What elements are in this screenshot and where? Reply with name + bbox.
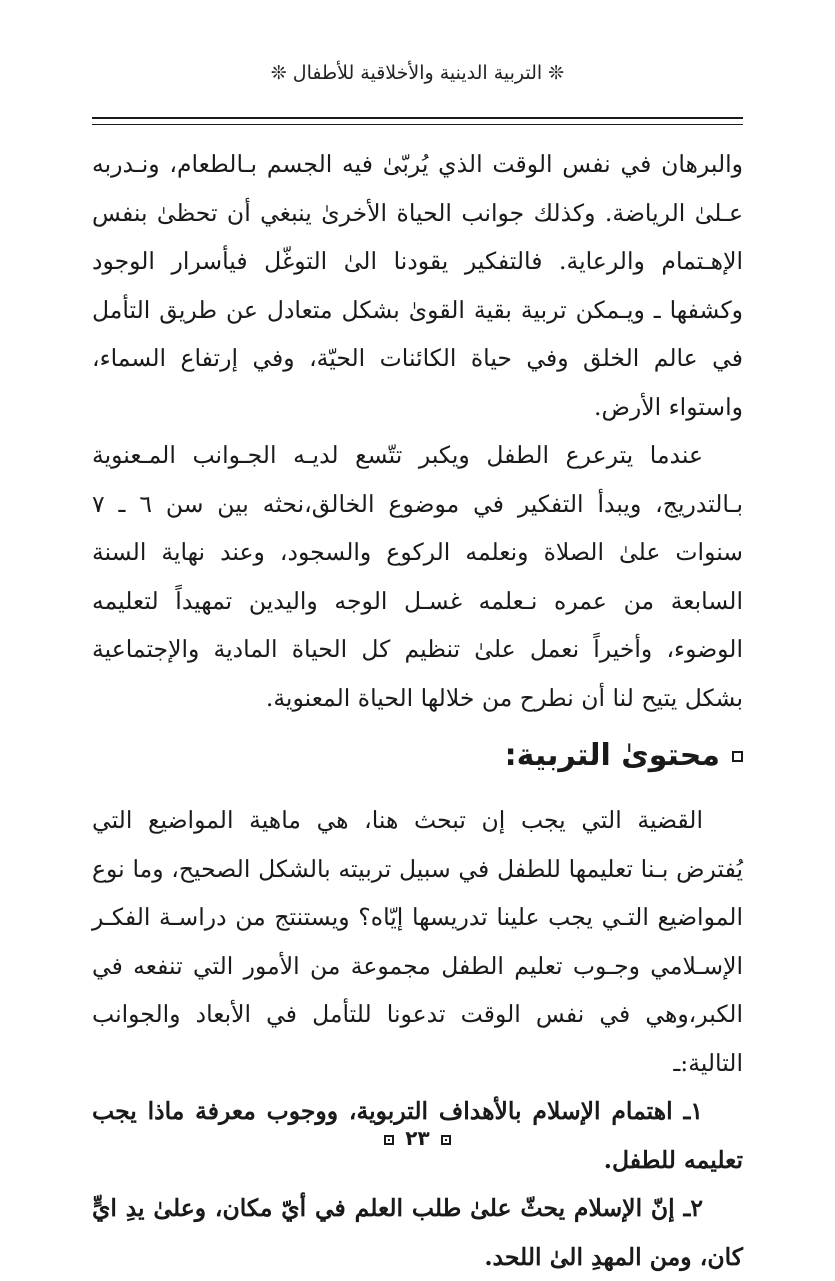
list-item-2: ٢ـ إنّ الإسلام يحثّ علىٰ طلب العلم في أيّ مكان، وعلىٰ يدِ ايٍّ كان، ومن المهدِ الىٰ اللحد. <box>92 1194 743 1271</box>
section-heading-text: محتوىٰ التربية: <box>504 738 720 773</box>
square-ornament-icon <box>441 1135 451 1145</box>
square-ornament-icon <box>384 1135 394 1145</box>
page-footer <box>0 1126 835 1150</box>
header-rule-thin <box>92 124 743 125</box>
list-item-1: ١ـ اهتمام الإسلام بالأهداف التربوية، ووجوب معرفة ماذا يجب تعليمه للطفل. <box>92 1097 743 1174</box>
body-text <box>92 140 743 1281</box>
paragraph-1: والبرهان في نفس الوقت الذي يُربّىٰ فيه الجسم بـالطعام، ونـدربه عـلىٰ الرياضة. وكذلك جوانب الحياة الأخرىٰ ينبغي أن تحظىٰ بنفس الإهـتمام والرعاية. فالتفكير يقودنا الىٰ التوغّل فيأسرار الوجود وكشفها ـ ويـمكن تربية بقية القوىٰ بشكل متعادل عن طريق التأمل في عالم الخلق وفي حياة الكائنات الحيّة، وفي إرتفاع السماء، واستواء الأرض. <box>92 150 743 421</box>
paragraph-3: القضية التي يجب إن تبحث هنا، هي ماهية المواضيع التي يُفترض بـنا تعليمها للطفل في سبيل تربيته بالشكل الصحيح، وما نوع المواضيع التـي يجب علينا تدريسها إيّاه؟ ويستنتج من دراسـة الفكـر الإسـلامي وجـوب تعليم الطفل مجموعة من الأمور التي تنفعه في الكبر،وهي في نفس الوقت تدعونا للتأمل في الأبعاد والجوانب التالية:ـ <box>92 806 743 1077</box>
page-number: ٢٣ <box>405 1126 430 1150</box>
paragraph-2: عندما يترعرع الطفل ويكبر تتّسع لديـه الجـوانب المـعنوية بـالتدريج، ويبدأ التفكير في موضوع الخالق،نحثه بين سن ٦ ـ ٧ سنوات علىٰ الصلاة ونعلمه الركوع والسجود، وعند نهاية السنة السابعة من عمره نـعلمه غسـل الوجه واليدين تمهيداً لتعليمه الوضوء، وأخيراً نعمل علىٰ تنظيم كل الحياة المادية والإجتماعية بشكل يتيح لنا أن نطرح من خلالها الحياة المعنوية. <box>92 441 744 712</box>
header-rule-thick <box>92 117 743 119</box>
section-heading <box>92 728 743 784</box>
square-bullet-icon <box>732 751 743 762</box>
running-header: ❊ التربية الدينية والأخلاقية للأطفال ❊ <box>270 62 565 84</box>
